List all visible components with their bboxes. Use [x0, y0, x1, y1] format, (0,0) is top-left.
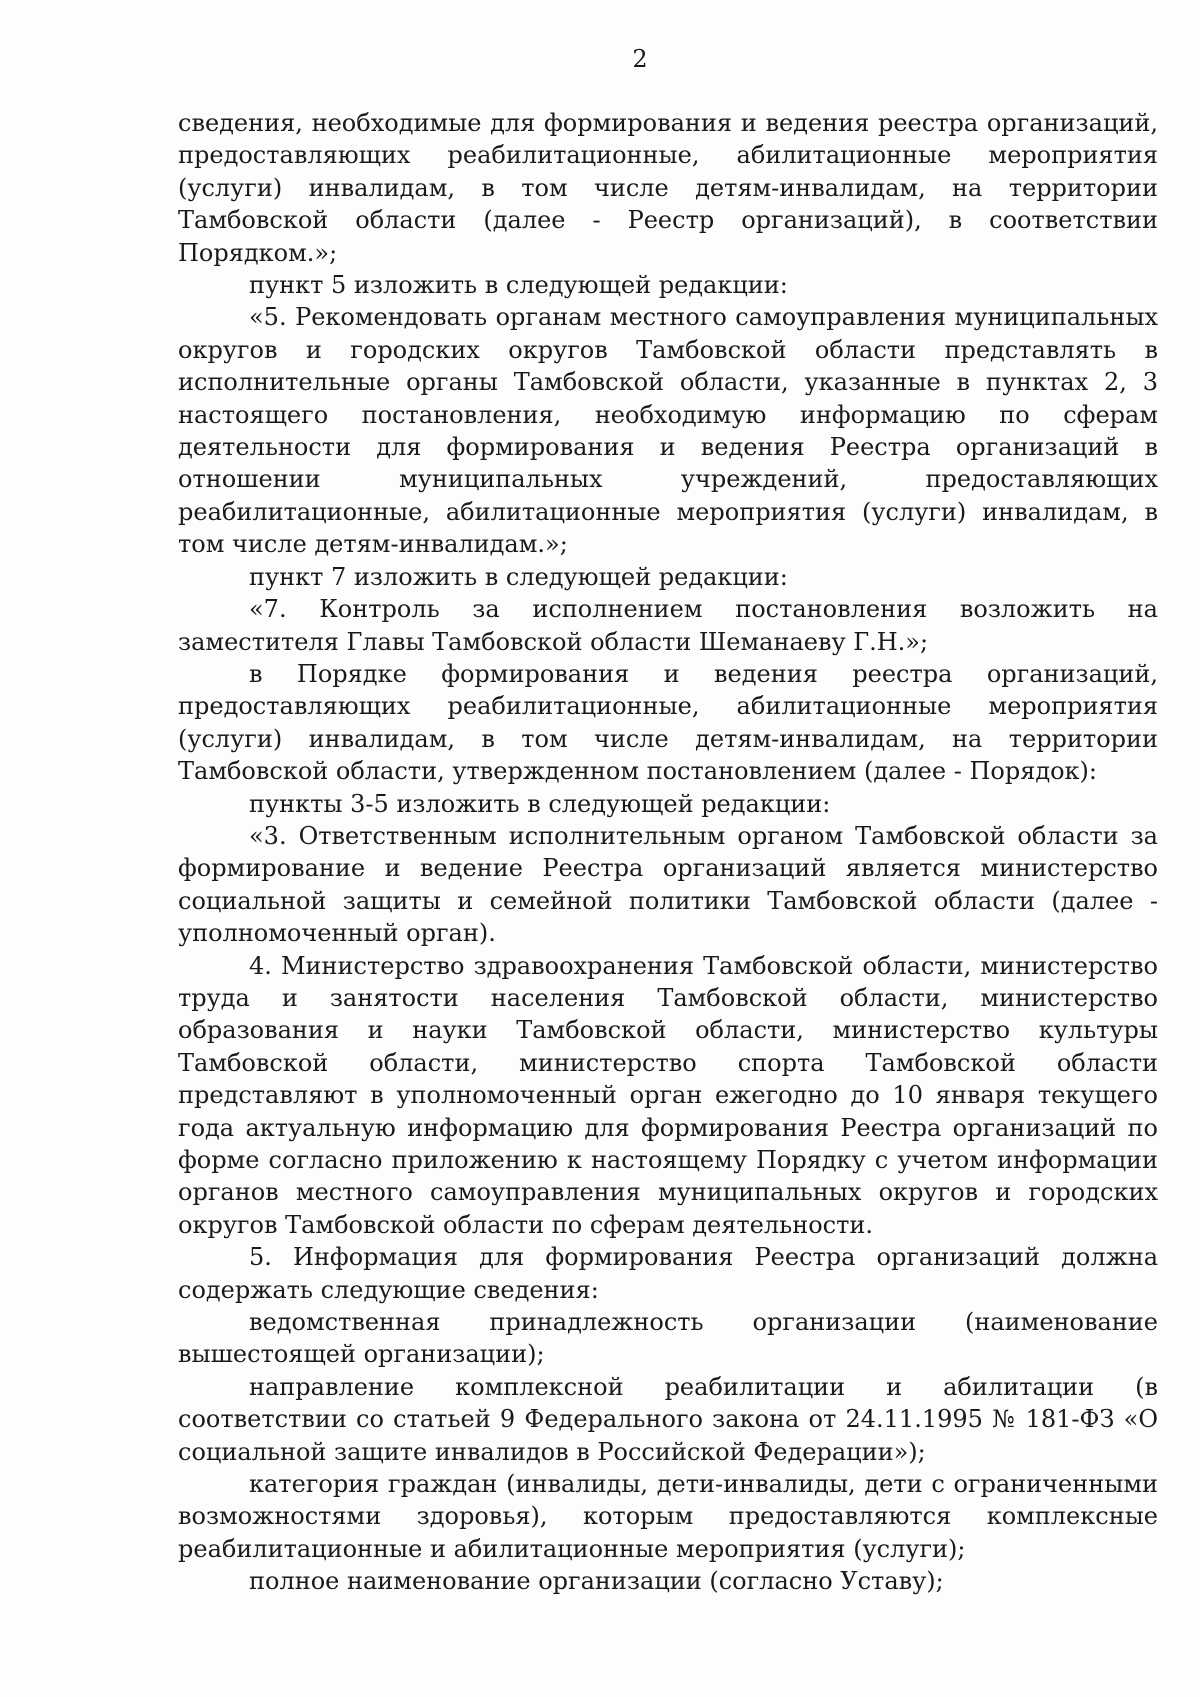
paragraph: 4. Министерство здравоохранения Тамбовской области, министерство труда и занятости населения Тамбовской области, министерство образования и науки Тамбовской области, министерство культуры Тамбовской области, министерство спорта Тамбовской области представляют в уполномоченный орган ежегодно до 10 января текущего года актуальную информацию для формирования Реестра организаций по форме согласно приложению к настоящему Порядку с учетом информации органов местного самоуправления муниципальных округов и городских округов Тамбовской области по сферам деятельности. [178, 951, 1158, 1239]
paragraph: 5. Информация для формирования Реестра организаций должна содержать следующие сведения: [178, 1243, 1158, 1304]
paragraph: пункт 7 изложить в следующей редакции: [249, 562, 788, 591]
paragraph: «5. Рекомендовать органам местного самоуправления муниципальных округов и городских округов Тамбовской области представлять в исполнительные органы Тамбовской области, указанные в пунктах 2, 3 настоящего постановления, необходимую информацию по сферам деятельности для формирования и ведения Реестра организаций в отношении муниципальных учреждений, предоставляющих реабилитационные, абилитационные мероприятия (услуги) инвалидам, в том числе детям-инвалидам.»; [178, 303, 1158, 559]
paragraph: «3. Ответственным исполнительным органом Тамбовской области за формирование и ведение Реестра организаций является министерство социальной защиты и семейной политики Тамбовской области (далее - уполномоченный орган). [178, 821, 1158, 948]
paragraph: категория граждан (инвалиды, дети-инвалиды, дети с ограниченными возможностями здоровья), которым предоставляются комплексные реабилитационные и абилитационные мероприятия (услуги); [178, 1470, 1158, 1563]
paragraph: «7. Контроль за исполнением постановления возложить на заместителя Главы Тамбовской области Шеманаеву Г.Н.»; [178, 595, 1158, 656]
paragraph: в Порядке формирования и ведения реестра организаций, предоставляющих реабилитационные, абилитационные мероприятия (услуги) инвалидам, в том числе детям-инвалидам, на территории Тамбовской области, утвержденном постановлением (далее - Порядок): [178, 659, 1158, 786]
document-body [178, 107, 1158, 1598]
paragraph: полное наименование организации (согласно Уставу); [249, 1567, 944, 1596]
paragraph: ведомственная принадлежность организации (наименование вышестоящей организации); [178, 1308, 1158, 1369]
paragraph: сведения, необходимые для формирования и ведения реестра организаций, предоставляющих реабилитационные, абилитационные мероприятия (услуги) инвалидам, в том числе детям-инвалидам, на территории Тамбовской области (далее - Реестр организаций), в соответствии Порядком.»; [178, 109, 1158, 267]
paragraph: пункты 3-5 изложить в следующей редакции: [249, 789, 831, 818]
paragraph: направление комплексной реабилитации и абилитации (в соответствии со статьей 9 Федерального закона от 24.11.1995 № 181-ФЗ «О социальной защите инвалидов в Российской Федерации»); [178, 1372, 1158, 1466]
paragraph: пункт 5 изложить в следующей редакции: [249, 271, 788, 300]
page-number: 2 [632, 45, 648, 73]
